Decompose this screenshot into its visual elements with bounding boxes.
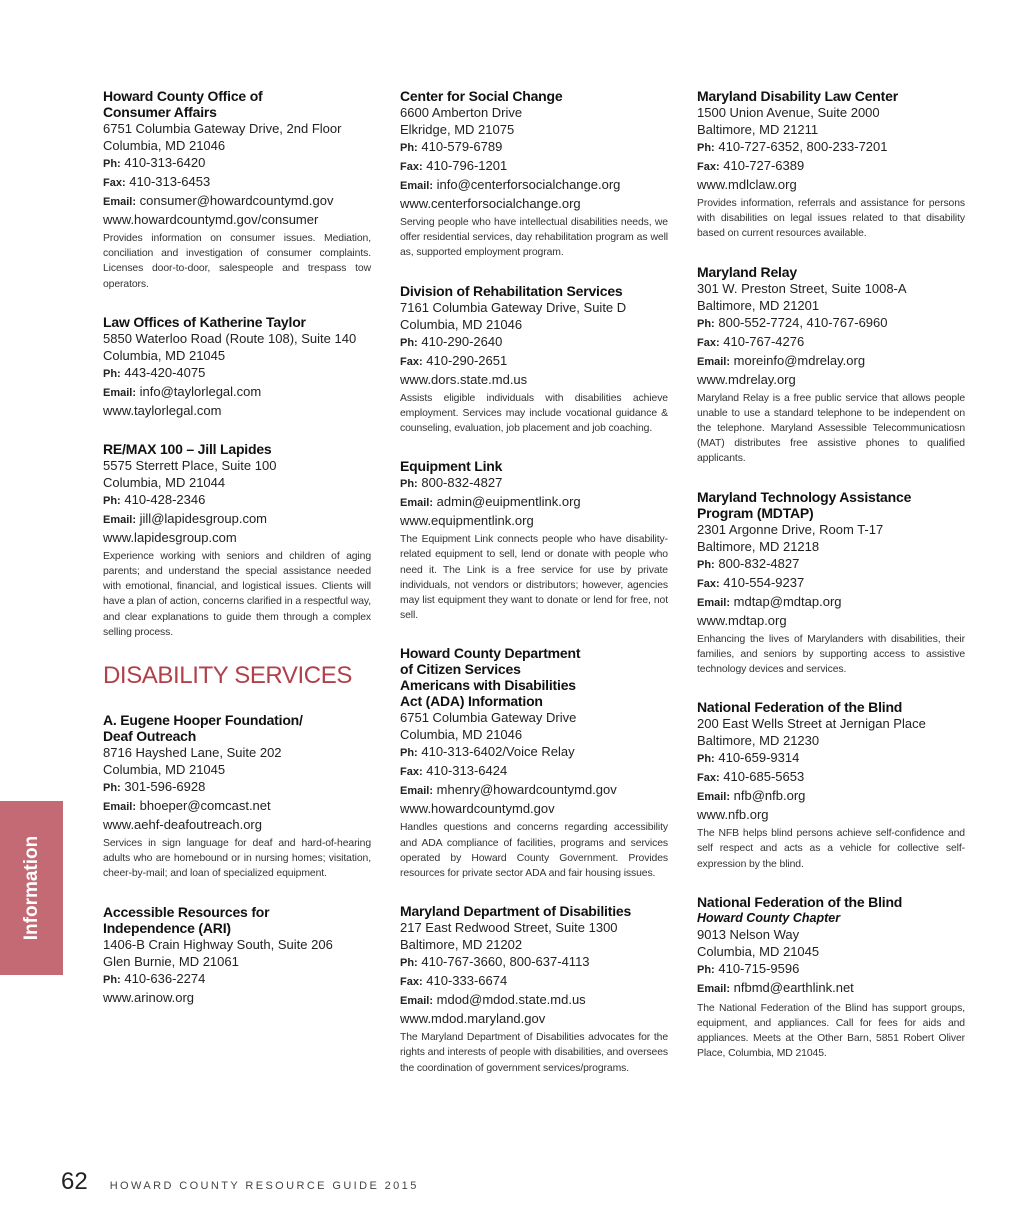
website-link[interactable]: www.arinow.org	[103, 989, 195, 1005]
website-link[interactable]: www.mdtap.org	[697, 612, 787, 628]
phone-number: 410-428-2346	[124, 491, 206, 507]
entry-description: The Equipment Link connects people who have disability-related equipment to sell, lend or donate with people who need it. The Link is a free service for use by private individuals, not vendors or distributors; however, agencies may list equipment they want to donate or lend for free, not sell.	[400, 534, 668, 622]
entry-name: Program (MDTAP)	[697, 504, 814, 521]
phone-number-line	[103, 778, 371, 797]
phone-number: 800-832-4827	[718, 555, 800, 571]
entry-description: Assists eligible individuals with disabilities achieve employment. Services may include vocational guidance & counseling, evaluation, job placement and job coaching.	[400, 392, 668, 435]
entry-name: Howard County Department	[400, 645, 581, 662]
entry-description: Provides information on consumer issues. Mediation, conciliation and investigation of consumer complaints. Licenses door-to-door, salespeople and trespass tow operators.	[103, 233, 371, 290]
email-address-label: Email:	[103, 513, 137, 526]
address-line: Columbia, MD 21046	[103, 138, 226, 153]
fax-number-label: Fax:	[400, 976, 423, 989]
phone-number-line	[400, 743, 668, 762]
entry-name: Consumer Affairs	[103, 104, 217, 120]
phone-number: 410-579-6789	[421, 139, 503, 154]
phone-number-line	[103, 491, 371, 510]
fax-number: 410-290-2651	[426, 352, 508, 368]
phone-number: 410-290-2640	[421, 333, 503, 349]
entry-name: Howard County Office of	[103, 88, 263, 104]
entry-name: A. Eugene Hooper Foundation/	[103, 712, 303, 729]
entry-name: Maryland Technology Assistance	[697, 488, 912, 505]
fax-number-line	[697, 157, 965, 176]
fax-number-line	[400, 972, 668, 991]
phone-number-line	[400, 333, 668, 352]
fax-number-label: Fax:	[103, 177, 126, 189]
address-line: 7161 Columbia Gateway Drive, Suite D	[400, 299, 627, 315]
column-3	[697, 88, 965, 1084]
address-line: 6751 Columbia Gateway Drive, 2nd Floor	[103, 121, 342, 136]
entry-description: Experience working with seniors and children of aging parents; and understand the special assistance needed with emotional, financial, and logistical issues. Clients will have a plan of action, concerns clarified in a respectful way, and clear explanations to guide them through a complex selling process.	[103, 550, 371, 638]
fax-number: 410-313-6424	[426, 763, 508, 779]
directory-entry	[103, 712, 371, 882]
email-address[interactable]: bhoeper@comcast.net	[139, 798, 271, 814]
email-address-line	[400, 781, 668, 800]
fax-number: 410-554-9237	[723, 574, 805, 590]
phone-number-line	[697, 749, 965, 768]
side-tab-label: Information	[20, 835, 42, 941]
address-line: Baltimore, MD 21201	[697, 297, 820, 313]
address-line: Baltimore, MD 21230	[697, 733, 820, 749]
directory-entry	[697, 699, 965, 872]
phone-number-line	[697, 960, 965, 979]
entry-name: Center for Social Change	[400, 88, 563, 104]
entry-name: Law Offices of Katherine Taylor	[103, 313, 306, 330]
directory-entry	[697, 894, 965, 1062]
email-address[interactable]: moreinfo@mdrelay.org	[733, 352, 866, 368]
email-address-line	[103, 383, 371, 402]
entry-description: Handles questions and concerns regarding accessibility and ADA compliance of facilities, programs and services operated by Howard County Government. Provides resources for private sector ADA and fair housing issues.	[400, 822, 668, 880]
email-address-label: Email:	[103, 196, 137, 208]
address-line: 301 W. Preston Street, Suite 1008-A	[697, 280, 907, 296]
email-address-line	[697, 979, 965, 998]
phone-number-line	[697, 314, 965, 333]
website-link[interactable]: www.equipmentlink.org	[400, 513, 534, 529]
email-address[interactable]: nfb@nfb.org	[733, 788, 806, 804]
phone-number-label: Ph:	[697, 142, 715, 154]
address-line: 200 East Wells Street at Jernigan Place	[697, 716, 926, 732]
address-line: Columbia, MD 21046	[400, 727, 523, 743]
email-address-line	[103, 510, 371, 529]
address-line: Elkridge, MD 21075	[400, 122, 515, 137]
address-line: 8716 Hayshed Lane, Suite 202	[103, 745, 282, 761]
fax-number-line	[400, 157, 668, 176]
phone-number-label: Ph:	[697, 753, 715, 766]
email-address[interactable]: mdod@mdod.state.md.us	[436, 992, 586, 1008]
address-line: 2301 Argonne Drive, Room T-17	[697, 521, 884, 537]
phone-number-label: Ph:	[697, 317, 715, 330]
phone-number: 410-313-6402/Voice Relay	[421, 744, 575, 760]
website-link[interactable]: www.aehf-deafoutreach.org	[103, 817, 262, 833]
address-line: Columbia, MD 21046	[400, 316, 523, 332]
directory-entry	[103, 441, 371, 640]
fax-number-line	[697, 768, 965, 787]
entry-description: The Maryland Department of Disabilities advocates for the rights and interests of people with disabilities, and oversees the coordination of government services/programs.	[400, 1032, 668, 1074]
email-address-line	[400, 493, 668, 512]
entry-name: Maryland Department of Disabilities	[400, 903, 632, 920]
phone-number-label: Ph:	[400, 478, 418, 491]
address-line: 1500 Union Avenue, Suite 2000	[697, 105, 880, 120]
entry-description: Serving people who have intellectual disabilities needs, we offer residential services, day rehabilitation program as well as, supported employment program.	[400, 217, 668, 259]
website-link[interactable]: www.taylorlegal.com	[103, 402, 222, 418]
phone-number-label: Ph:	[400, 142, 418, 154]
address-line: 6600 Amberton Drive	[400, 105, 523, 120]
phone-number: 410-727-6352, 800-233-7201	[718, 139, 888, 154]
email-address[interactable]: admin@euipmentlink.org	[436, 494, 581, 510]
fax-number-label: Fax:	[697, 577, 720, 590]
directory-entry	[400, 903, 668, 1076]
fax-number-line	[400, 762, 668, 781]
directory-entry	[400, 458, 668, 623]
directory-entry	[400, 88, 668, 261]
phone-number-label: Ph:	[400, 336, 418, 349]
directory-entry	[697, 489, 965, 678]
website-link[interactable]: www.nfb.org	[697, 807, 769, 823]
address-line: 6751 Columbia Gateway Drive	[400, 710, 577, 726]
section-title: DISABILITY SERVICES	[103, 662, 352, 690]
email-address-line	[103, 797, 371, 816]
phone-number: 410-636-2274	[124, 970, 206, 986]
phone-number-line	[103, 364, 371, 383]
phone-number-label: Ph:	[697, 963, 715, 976]
email-address-line	[697, 593, 965, 612]
email-address[interactable]: mhenry@howardcountymd.gov	[436, 782, 617, 798]
website-link[interactable]: www.mdlclaw.org	[697, 177, 797, 192]
phone-number-label: Ph:	[103, 158, 121, 170]
phone-number-label: Ph:	[400, 747, 418, 760]
email-address[interactable]: consumer@howardcountymd.gov	[139, 193, 334, 208]
phone-number-line	[400, 953, 668, 972]
phone-number: 301-596-6928	[124, 779, 206, 795]
email-address-line	[103, 192, 371, 211]
fax-number-label: Fax:	[400, 355, 423, 368]
phone-number: 410-715-9596	[718, 960, 800, 976]
address-line: 1406-B Crain Highway South, Suite 206	[103, 936, 333, 952]
phone-number-line	[697, 138, 965, 157]
phone-number: 410-313-6420	[124, 155, 206, 170]
entry-name: Division of Rehabilitation Services	[400, 282, 623, 299]
fax-number-line	[400, 352, 668, 371]
phone-number-label: Ph:	[103, 973, 121, 986]
phone-number: 410-659-9314	[718, 750, 800, 766]
address-line: 217 East Redwood Street, Suite 1300	[400, 920, 618, 936]
fax-number-line	[103, 173, 371, 192]
entry-name: Act (ADA) Information	[400, 693, 543, 710]
entry-name: Americans with Disabilities	[400, 677, 576, 694]
entry-name: Accessible Resources for	[103, 903, 270, 920]
website-link[interactable]: www.howardcountymd.gov/consumer	[103, 212, 319, 227]
page-footer	[61, 1168, 419, 1196]
email-address-label: Email:	[697, 355, 731, 368]
entry-name: Equipment Link	[400, 458, 503, 475]
fax-number: 410-685-5653	[723, 769, 805, 785]
address-line: Glen Burnie, MD 21061	[103, 953, 239, 969]
fax-number-label: Fax:	[400, 766, 423, 779]
fax-number: 410-313-6453	[129, 174, 211, 189]
fax-number: 410-727-6389	[723, 158, 805, 173]
entry-description: Enhancing the lives of Marylanders with disabilities, their families, and seniors by supporting access to assistive technology devices and services.	[697, 633, 965, 676]
address-line: Columbia, MD 21045	[697, 943, 820, 959]
phone-number-line	[400, 474, 668, 493]
email-address[interactable]: nfbmd@earthlink.net	[733, 979, 854, 995]
phone-number: 410-767-3660, 800-637-4113	[421, 954, 590, 970]
phone-number-line	[400, 138, 668, 157]
fax-number: 410-767-4276	[723, 333, 805, 349]
entry-name: Maryland Disability Law Center	[697, 88, 898, 104]
directory-entry	[103, 88, 371, 292]
email-address-label: Email:	[697, 596, 731, 609]
entry-name: Maryland Relay	[697, 263, 797, 280]
phone-number-line	[103, 970, 371, 989]
entry-description: The National Federation of the Blind has support groups, equipment, and appliances. Call for fees for aids and appliances. Meets at the Other Barn, 5851 Robert Oliver Place, Columbia, MD 21045.	[697, 1002, 965, 1060]
entry-description: Provides information, referrals and assistance for persons with disabilities on legal issues related to that disability based on current resources available.	[697, 198, 965, 240]
entry-description: Services in sign language for deaf and hard-of-hearing adults who are homebound or in nursing homes; visitation, cheer-by-mail; and loan of specialized equipment.	[103, 838, 371, 880]
email-address[interactable]: info@centerforsocialchange.org	[436, 177, 621, 192]
directory-entry	[400, 645, 668, 881]
page-number: 62	[61, 1168, 88, 1195]
fax-number-label: Fax:	[400, 161, 423, 173]
email-address-line	[400, 176, 668, 195]
website-link[interactable]: www.mdod.maryland.gov	[400, 1011, 546, 1027]
entry-name: of Citizen Services	[400, 661, 521, 678]
email-address-line	[697, 352, 965, 371]
website-link[interactable]: www.howardcountymd.gov	[400, 801, 555, 817]
email-address-label: Email:	[400, 497, 434, 510]
email-address[interactable]: info@taylorlegal.com	[139, 383, 262, 399]
website-link[interactable]: www.centerforsocialchange.org	[400, 196, 581, 211]
entry-name: National Federation of the Blind	[697, 893, 903, 910]
address-line: Columbia, MD 21045	[103, 762, 226, 778]
directory-entry	[697, 264, 965, 467]
address-line: Baltimore, MD 21218	[697, 538, 820, 554]
email-address-label: Email:	[103, 386, 137, 399]
fax-number: 410-796-1201	[426, 158, 508, 173]
entry-name: Independence (ARI)	[103, 919, 231, 936]
address-line: 5575 Sterrett Place, Suite 100	[103, 457, 277, 473]
entry-description: Maryland Relay is a free public service that allows people unable to use a standard telephone to be independent on the telephone. Maryland Assessible Telecommunicatiosn (MAT) distributes free assistive phones to qualified applicants.	[697, 392, 965, 465]
directory-entry	[400, 283, 668, 437]
directory-entry	[103, 904, 371, 1006]
phone-number-label: Ph:	[697, 558, 715, 571]
email-address-label: Email:	[103, 801, 137, 814]
fax-number-line	[697, 574, 965, 593]
fax-number-label: Fax:	[697, 336, 720, 349]
fax-number-label: Fax:	[697, 161, 720, 173]
phone-number: 800-552-7724, 410-767-6960	[718, 314, 888, 330]
entry-name: National Federation of the Blind	[697, 699, 903, 716]
entry-name: Deaf Outreach	[103, 728, 197, 745]
fax-number: 410-333-6674	[426, 973, 508, 989]
phone-number-label: Ph:	[103, 782, 121, 795]
email-address-label: Email:	[697, 791, 731, 804]
email-address-line	[400, 991, 668, 1010]
email-address-label: Email:	[400, 785, 434, 798]
directory-entry	[103, 314, 371, 419]
phone-number-label: Ph:	[103, 494, 121, 507]
phone-number-label: Ph:	[400, 957, 418, 970]
email-address-label: Email:	[400, 995, 434, 1008]
entry-name: RE/MAX 100 – Jill Lapides	[103, 440, 272, 457]
side-tab	[0, 801, 63, 975]
email-address-label: Email:	[697, 982, 731, 995]
email-address-line	[697, 787, 965, 806]
fax-number-label: Fax:	[697, 772, 720, 785]
entry-subname: Howard County Chapter	[697, 910, 841, 925]
phone-number: 800-832-4827	[421, 475, 503, 491]
column-2	[400, 88, 668, 1098]
email-address-label: Email:	[400, 180, 434, 192]
phone-number-label: Ph:	[103, 367, 121, 380]
email-address[interactable]: jill@lapidesgroup.com	[139, 510, 268, 526]
fax-number-line	[697, 333, 965, 352]
column-1	[103, 88, 371, 1028]
address-line: Columbia, MD 21045	[103, 347, 226, 363]
address-line: Baltimore, MD 21202	[400, 937, 523, 953]
phone-number-line	[103, 154, 371, 173]
email-address[interactable]: mdtap@mdtap.org	[733, 593, 842, 609]
phone-number: 443-420-4075	[124, 364, 206, 380]
website-link[interactable]: www.mdrelay.org	[697, 371, 796, 387]
address-line: Columbia, MD 21044	[103, 474, 226, 490]
website-link[interactable]: www.dors.state.md.us	[400, 371, 528, 387]
phone-number-line	[697, 555, 965, 574]
address-line: Baltimore, MD 21211	[697, 122, 819, 137]
entry-description: The NFB helps blind persons achieve self-confidence and self respect and acts as a vehicle for collective self-expression by the blind.	[697, 828, 965, 870]
address-line: 9013 Nelson Way	[697, 926, 800, 942]
website-link[interactable]: www.lapidesgroup.com	[103, 529, 237, 545]
directory-entry	[697, 88, 965, 242]
address-line: 5850 Waterloo Road (Route 108), Suite 140	[103, 330, 357, 346]
footer-title: HOWARD COUNTY RESOURCE GUIDE 2015	[109, 1180, 419, 1192]
